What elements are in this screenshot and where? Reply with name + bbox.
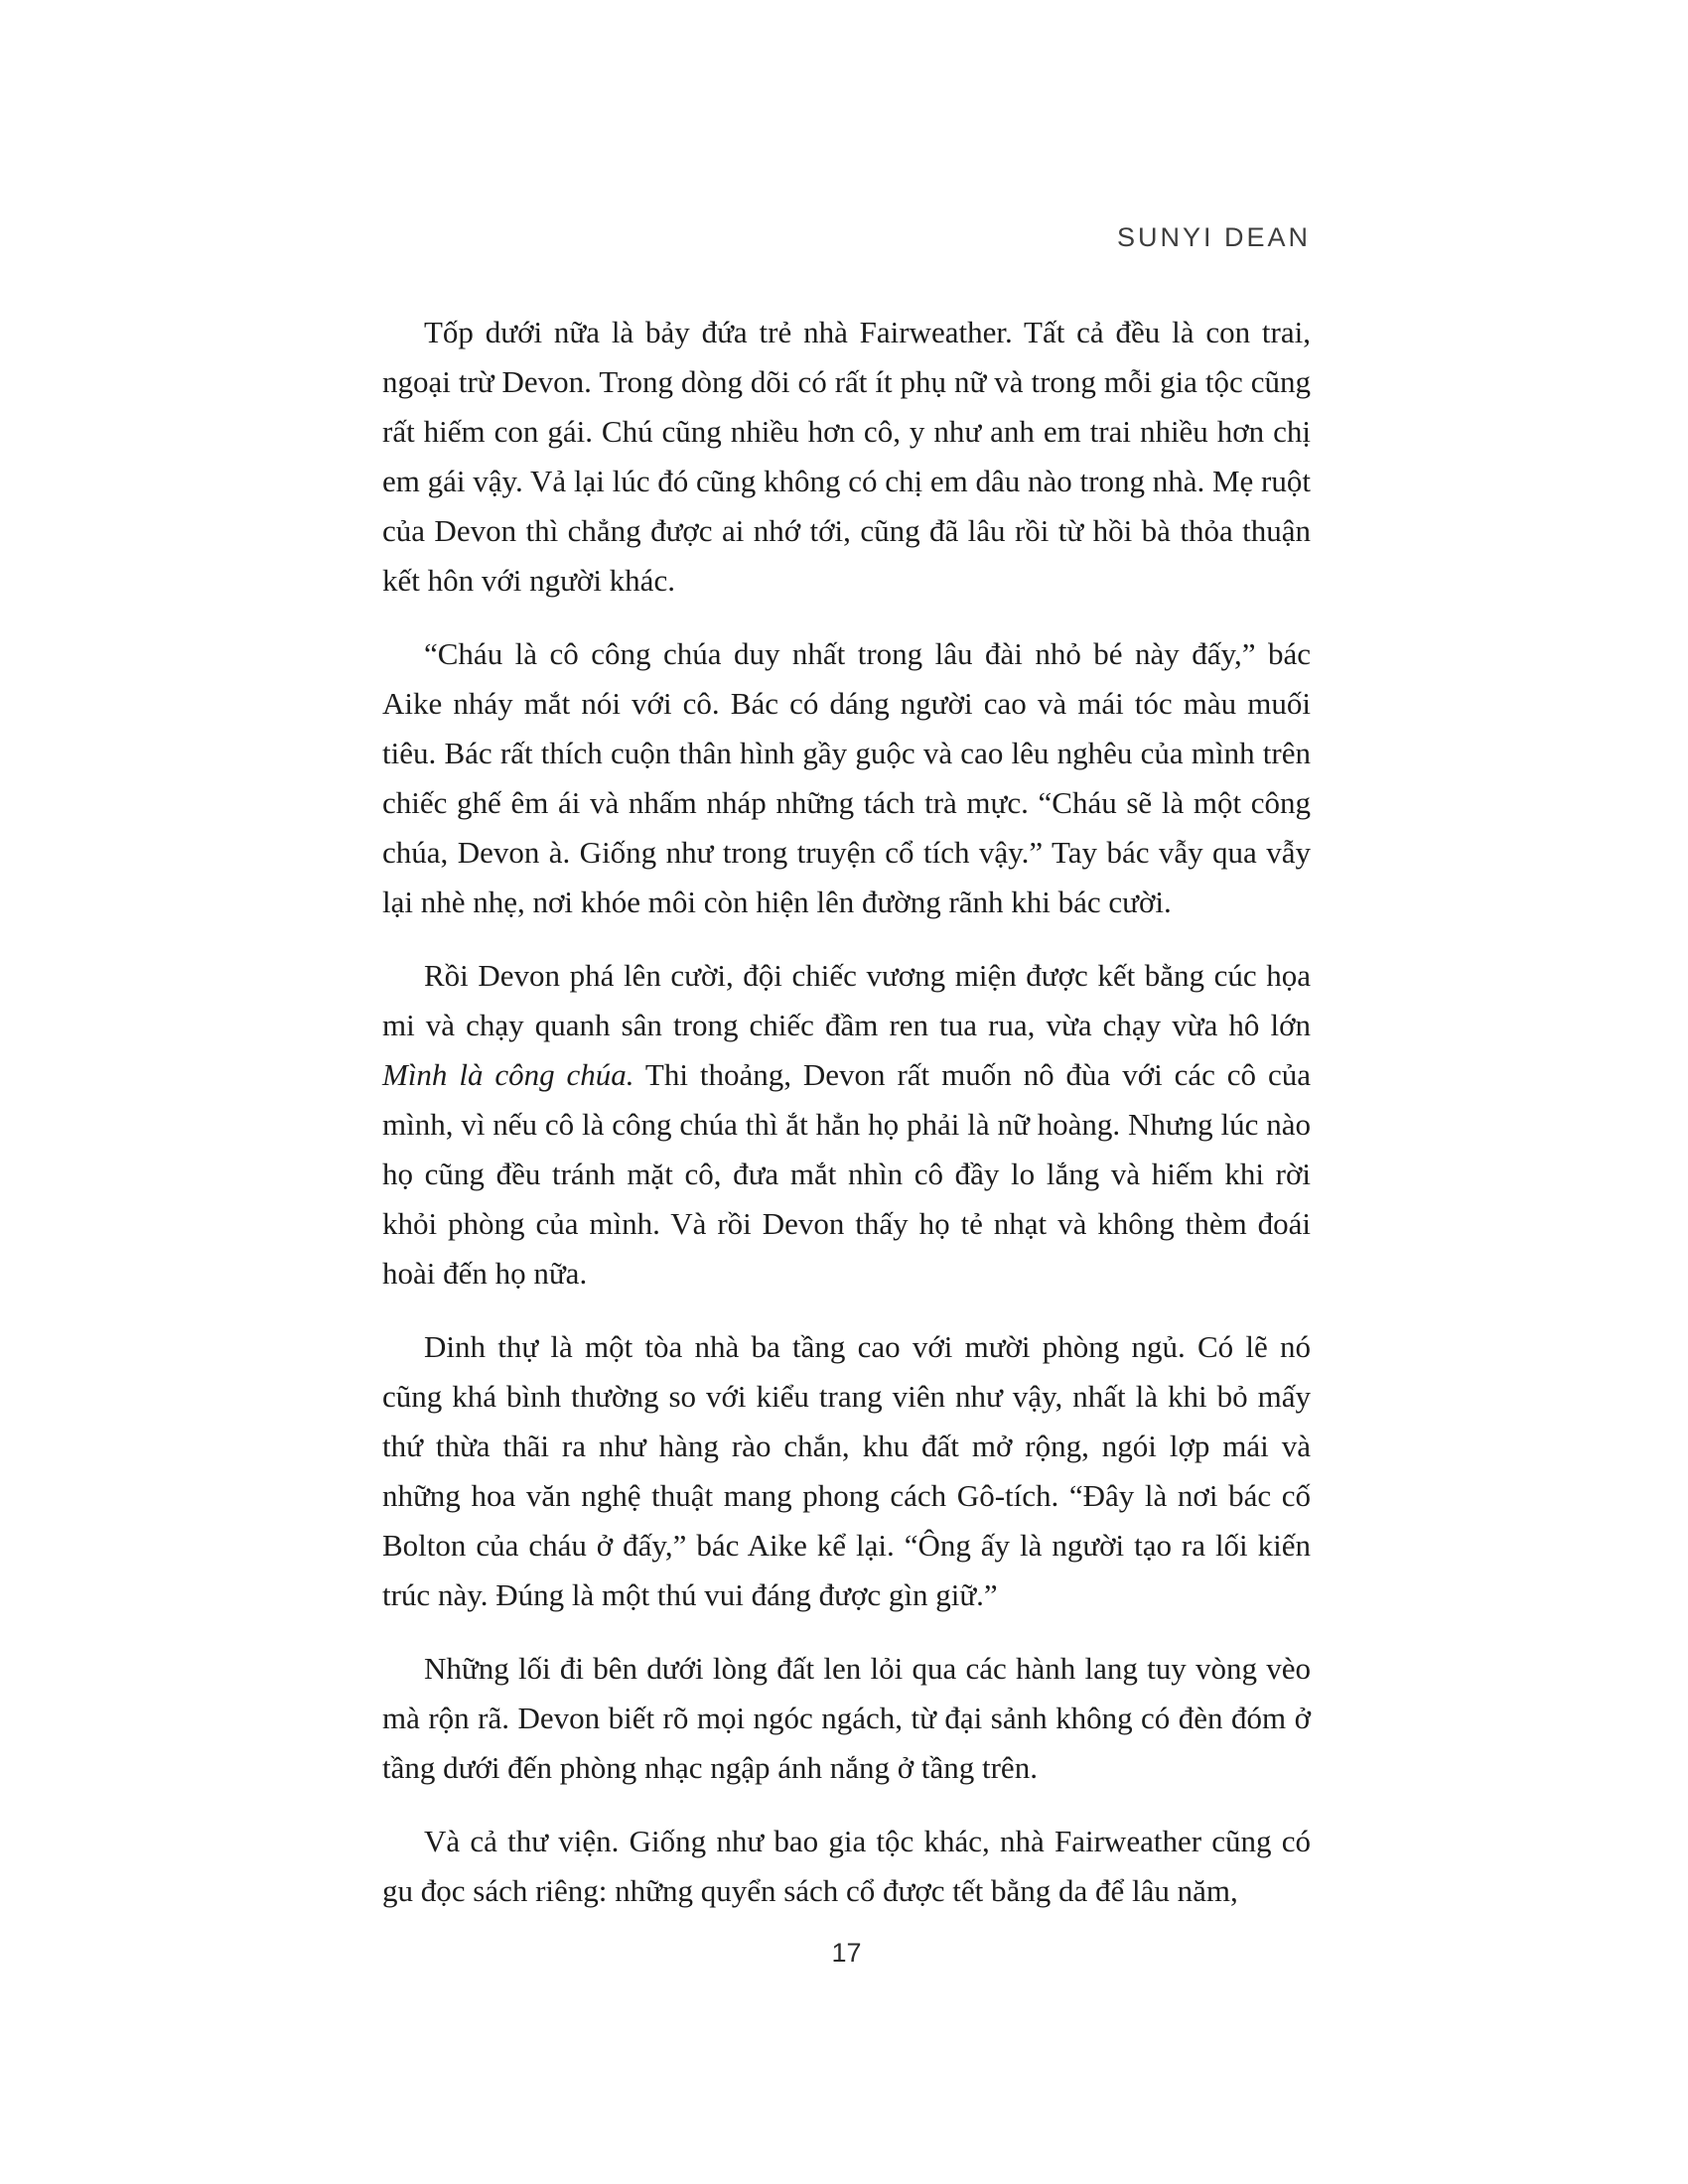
- text-segment: Thi thoảng, Devon rất muốn nô đùa với các cô của mình, vì nếu cô là công chúa thì ắt hẳn họ phải là nữ hoàng. Nhưng lúc nào họ cũng đều tránh mặt cô, đưa mắt nhìn cô đầy lo lắng và hiếm khi rời khỏi phòng của mình. Và rồi Devon thấy họ tẻ nhạt và không thèm đoái hoài đến họ nữa.: [382, 1057, 1311, 1291]
- body-text: [382, 308, 1311, 1916]
- text-segment: “Cháu là cô công chúa duy nhất trong lâu đài nhỏ bé này đấy,” bác Aike nháy mắt nói với cô. Bác có dáng người cao và mái tóc màu muối tiêu. Bác rất thích cuộn thân hình gầy guộc và cao lêu nghêu của mình trên chiếc ghế êm ái và nhấm nháp những tách trà mực. “Cháu sẽ là một công chúa, Devon à. Giống như trong truyện cổ tích vậy.” Tay bác vẫy qua vẫy lại nhè nhẹ, nơi khóe môi còn hiện lên đường rãnh khi bác cười.: [382, 636, 1311, 919]
- page-number: 17: [831, 1938, 862, 1968]
- text-segment: Những lối đi bên dưới lòng đất len lỏi qua các hành lang tuy vòng vèo mà rộn rã. Devon biết rõ mọi ngóc ngách, từ đại sảnh không có đèn đóm ở tầng dưới đến phòng nhạc ngập ánh nắng ở tầng trên.: [382, 1651, 1311, 1785]
- paragraph: [382, 951, 1311, 1298]
- text-segment: Dinh thự là một tòa nhà ba tầng cao với mười phòng ngủ. Có lẽ nó cũng khá bình thường so với kiểu trang viên như vậy, nhất là khi bỏ mấy thứ thừa thãi ra như hàng rào chắn, khu đất mở rộng, ngói lợp mái và những hoa văn nghệ thuật mang phong cách Gô-tích. “Đây là nơi bác cố Bolton của cháu ở đấy,” bác Aike kể lại. “Ông ấy là người tạo ra lối kiến trúc này. Đúng là một thú vui đáng được gìn giữ.”: [382, 1329, 1311, 1612]
- paragraph: [382, 1644, 1311, 1793]
- paragraph: [382, 308, 1311, 606]
- paragraph: [382, 1322, 1311, 1620]
- running-head-author: SUNYI DEAN: [1116, 222, 1311, 252]
- paragraph: [382, 629, 1311, 927]
- text-segment: Tốp dưới nữa là bảy đứa trẻ nhà Fairweather. Tất cả đều là con trai, ngoại trừ Devon. Trong dòng dõi có rất ít phụ nữ và trong mỗi gia tộc cũng rất hiếm con gái. Chú cũng nhiều hơn cô, y như anh em trai nhiều hơn chị em gái vậy. Vả lại lúc đó cũng không có chị em dâu nào trong nhà. Mẹ ruột của Devon thì chẳng được ai nhớ tới, cũng đã lâu rồi từ hồi bà thỏa thuận kết hôn với người khác.: [382, 315, 1311, 598]
- paragraph: [382, 1817, 1311, 1916]
- italic-text-segment: Mình là công chúa.: [382, 1057, 634, 1092]
- text-segment: Rồi Devon phá lên cười, đội chiếc vương miện được kết bằng cúc họa mi và chạy quanh sân trong chiếc đầm ren tua rua, vừa chạy vừa hô lớn: [382, 958, 1311, 1042]
- text-segment: Và cả thư viện. Giống như bao gia tộc khác, nhà Fairweather cũng có gu đọc sách riêng: những quyển sách cổ được tết bằng da để lâu năm,: [382, 1824, 1311, 1908]
